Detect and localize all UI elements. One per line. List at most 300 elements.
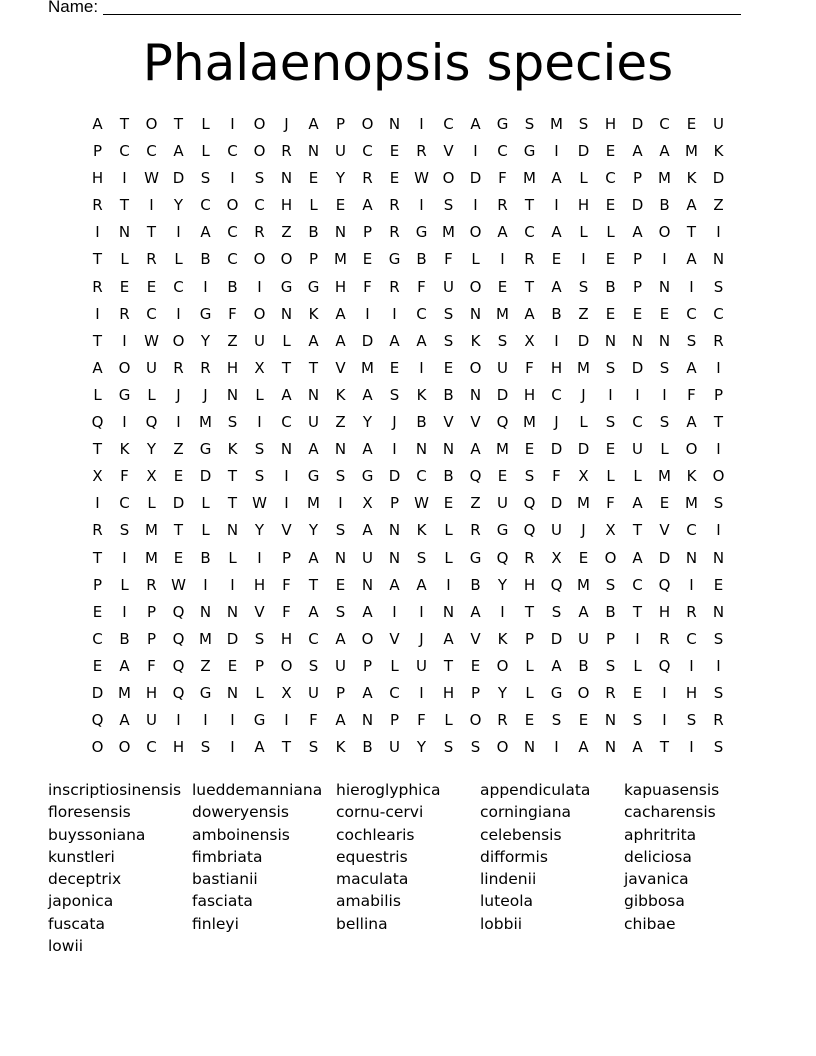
grid-letter[interactable]: S [254,169,265,188]
grid-letter[interactable]: N [604,331,617,350]
grid-letter[interactable]: D [496,385,509,404]
grid-letter[interactable]: V [443,413,454,432]
grid-letter[interactable]: I [392,602,397,621]
grid-letter[interactable]: T [524,602,535,621]
grid-letter[interactable]: I [284,494,289,513]
grid-letter[interactable]: M [145,521,158,540]
grid-letter[interactable]: E [605,196,616,215]
grid-letter[interactable]: E [632,304,643,323]
grid-letter[interactable]: A [308,602,319,621]
grid-letter[interactable]: L [525,656,534,675]
grid-letter[interactable]: R [92,277,103,296]
grid-letter[interactable]: E [551,250,562,269]
grid-letter[interactable]: S [659,413,670,432]
grid-letter[interactable]: C [389,683,400,702]
grid-letter[interactable]: X [92,467,103,486]
grid-letter[interactable]: W [144,331,159,350]
grid-letter[interactable]: O [442,169,455,188]
grid-letter[interactable]: Q [172,656,185,675]
grid-letter[interactable]: C [92,629,103,648]
grid-letter[interactable]: R [146,250,157,269]
grid-letter[interactable]: N [361,711,374,730]
grid-letter[interactable]: G [415,223,428,242]
grid-letter[interactable]: K [686,467,697,486]
grid-letter[interactable]: P [146,602,157,621]
grid-letter[interactable]: L [120,575,129,594]
grid-letter[interactable]: S [200,169,211,188]
grid-letter[interactable]: R [713,331,724,350]
grid-letter[interactable]: Y [146,440,157,459]
grid-letter[interactable]: J [581,521,586,540]
grid-letter[interactable]: N [523,738,536,757]
grid-letter[interactable]: M [442,223,455,242]
grid-letter[interactable]: G [388,250,401,269]
grid-letter[interactable]: C [659,115,670,133]
grid-letter[interactable]: A [632,142,643,161]
grid-letter[interactable]: D [577,331,590,350]
grid-letter[interactable]: R [92,521,103,540]
grid-letter[interactable]: S [713,738,724,757]
grid-letter[interactable]: C [605,169,616,188]
grid-letter[interactable]: S [713,683,724,702]
grid-letter[interactable]: B [443,467,454,486]
grid-letter[interactable]: E [443,494,454,513]
grid-letter[interactable]: I [662,385,667,404]
grid-letter[interactable]: C [632,413,643,432]
grid-letter[interactable]: N [604,711,617,730]
grid-letter[interactable]: P [92,142,103,161]
grid-letter[interactable]: B [443,385,454,404]
grid-letter[interactable]: R [389,196,400,215]
grid-letter[interactable]: I [95,223,100,242]
grid-letter[interactable]: E [605,250,616,269]
grid-letter[interactable]: I [419,358,424,377]
grid-letter[interactable]: I [554,331,559,350]
grid-letter[interactable]: A [173,142,184,161]
grid-letter[interactable]: A [308,115,319,133]
grid-letter[interactable]: L [174,250,183,269]
grid-letter[interactable]: N [334,440,347,459]
grid-letter[interactable]: I [500,602,505,621]
grid-letter[interactable]: Q [658,575,671,594]
grid-letter[interactable]: E [173,467,184,486]
grid-letter[interactable]: R [524,548,535,567]
grid-letter[interactable]: I [608,385,613,404]
grid-letter[interactable]: K [227,440,238,459]
grid-letter[interactable]: D [199,467,212,486]
grid-letter[interactable]: A [686,250,697,269]
grid-letter[interactable]: I [716,440,721,459]
grid-letter[interactable]: O [361,115,374,133]
grid-letter[interactable]: L [444,711,453,730]
grid-letter[interactable]: U [713,115,724,133]
grid-letter[interactable]: D [577,142,590,161]
grid-letter[interactable]: Q [145,413,158,432]
grid-letter[interactable]: A [119,711,130,730]
grid-letter[interactable]: V [470,629,481,648]
grid-letter[interactable]: L [633,656,642,675]
grid-letter[interactable]: N [388,548,401,567]
grid-letter[interactable]: R [119,304,130,323]
grid-letter[interactable]: R [389,277,400,296]
grid-letter[interactable]: E [497,467,508,486]
grid-letter[interactable]: R [281,142,292,161]
grid-letter[interactable]: X [551,548,562,567]
grid-letter[interactable]: O [172,331,185,350]
grid-letter[interactable]: M [658,467,671,486]
grid-letter[interactable]: T [119,115,130,133]
grid-letter[interactable]: A [92,115,103,133]
grid-letter[interactable]: B [416,413,427,432]
grid-letter[interactable]: I [230,169,235,188]
grid-letter[interactable]: T [308,358,319,377]
grid-letter[interactable]: E [389,142,400,161]
grid-letter[interactable]: G [523,142,536,161]
grid-letter[interactable]: U [254,331,265,350]
grid-letter[interactable]: C [173,277,184,296]
grid-letter[interactable]: L [444,521,453,540]
grid-letter[interactable]: R [254,223,265,242]
grid-letter[interactable]: V [389,629,400,648]
grid-letter[interactable]: E [389,169,400,188]
grid-letter[interactable]: H [523,385,536,404]
grid-letter[interactable]: V [254,602,265,621]
grid-letter[interactable]: B [200,250,211,269]
grid-letter[interactable]: E [119,277,130,296]
grid-letter[interactable]: K [335,385,346,404]
grid-letter[interactable]: F [228,304,237,323]
grid-letter[interactable]: S [713,629,724,648]
grid-letter[interactable]: L [282,331,291,350]
grid-letter[interactable]: C [551,385,562,404]
grid-letter[interactable]: S [524,115,535,133]
grid-letter[interactable]: P [389,711,400,730]
grid-letter[interactable]: I [419,602,424,621]
grid-letter[interactable]: N [361,575,374,594]
grid-letter[interactable]: E [605,304,616,323]
grid-letter[interactable]: O [469,223,482,242]
grid-letter[interactable]: L [579,413,588,432]
grid-letter[interactable]: U [632,440,643,459]
grid-letter[interactable]: I [689,656,694,675]
grid-letter[interactable]: U [335,656,346,675]
grid-letter[interactable]: O [496,738,509,757]
grid-letter[interactable]: C [227,250,238,269]
grid-letter[interactable]: I [284,711,289,730]
grid-letter[interactable]: A [335,711,346,730]
grid-letter[interactable]: N [334,223,347,242]
grid-letter[interactable]: V [659,521,670,540]
grid-letter[interactable]: T [524,196,535,215]
grid-letter[interactable]: N [604,738,617,757]
grid-letter[interactable]: P [92,575,103,594]
grid-letter[interactable]: C [416,467,427,486]
grid-letter[interactable]: V [281,521,292,540]
grid-letter[interactable]: I [230,738,235,757]
grid-letter[interactable]: E [605,142,616,161]
grid-letter[interactable]: S [335,521,346,540]
grid-letter[interactable]: N [199,602,212,621]
grid-letter[interactable]: N [118,223,131,242]
grid-letter[interactable]: I [635,629,640,648]
grid-letter[interactable]: E [92,602,103,621]
grid-letter[interactable]: A [632,494,643,513]
grid-letter[interactable]: Y [362,413,373,432]
grid-letter[interactable]: B [551,304,562,323]
grid-letter[interactable]: J [392,413,397,432]
grid-letter[interactable]: I [365,304,370,323]
grid-letter[interactable]: V [443,142,454,161]
grid-letter[interactable]: T [713,413,724,432]
grid-letter[interactable]: D [631,196,644,215]
grid-letter[interactable]: L [390,656,399,675]
grid-letter[interactable]: E [92,656,103,675]
grid-letter[interactable]: E [713,575,724,594]
grid-letter[interactable]: O [712,467,725,486]
grid-letter[interactable]: Z [173,440,184,459]
grid-letter[interactable]: J [554,413,559,432]
grid-letter[interactable]: Q [523,521,536,540]
grid-letter[interactable]: A [362,602,373,621]
grid-letter[interactable]: E [443,358,454,377]
grid-letter[interactable]: H [523,575,536,594]
grid-letter[interactable]: F [525,358,534,377]
grid-letter[interactable]: D [631,358,644,377]
grid-letter[interactable]: T [443,656,454,675]
grid-letter[interactable]: I [662,250,667,269]
grid-letter[interactable]: R [362,169,373,188]
grid-letter[interactable]: N [415,440,428,459]
grid-letter[interactable]: L [201,115,210,133]
grid-letter[interactable]: X [281,683,292,702]
grid-letter[interactable]: M [523,413,536,432]
grid-letter[interactable]: R [497,711,508,730]
grid-letter[interactable]: S [335,602,346,621]
grid-letter[interactable]: J [581,385,586,404]
grid-letter[interactable]: Y [200,331,211,350]
grid-letter[interactable]: T [632,521,643,540]
grid-letter[interactable]: V [335,358,346,377]
grid-letter[interactable]: A [443,629,454,648]
grid-letter[interactable]: D [550,494,563,513]
grid-letter[interactable]: B [308,223,319,242]
grid-letter[interactable]: R [713,711,724,730]
grid-letter[interactable]: A [200,223,211,242]
grid-letter[interactable]: A [281,385,292,404]
grid-letter[interactable]: D [631,115,644,133]
grid-letter[interactable]: Y [497,683,508,702]
grid-letter[interactable]: I [257,413,262,432]
grid-letter[interactable]: U [389,738,400,757]
grid-letter[interactable]: W [414,494,429,513]
grid-letter[interactable]: E [578,548,589,567]
grid-letter[interactable]: Q [496,548,509,567]
grid-letter[interactable]: Y [308,521,319,540]
grid-letter[interactable]: O [226,196,239,215]
grid-letter[interactable]: I [554,196,559,215]
grid-letter[interactable]: G [199,304,212,323]
grid-letter[interactable]: S [254,440,265,459]
grid-letter[interactable]: Z [281,223,292,242]
grid-letter[interactable]: N [712,250,725,269]
grid-letter[interactable]: C [146,304,157,323]
grid-letter[interactable]: M [550,115,563,133]
grid-letter[interactable]: L [201,494,210,513]
grid-letter[interactable]: I [176,413,181,432]
grid-letter[interactable]: M [334,250,347,269]
grid-letter[interactable]: L [606,223,615,242]
grid-letter[interactable]: E [659,494,670,513]
grid-letter[interactable]: N [280,169,293,188]
grid-letter[interactable]: H [172,738,185,757]
grid-letter[interactable]: D [712,169,725,188]
grid-letter[interactable]: I [554,142,559,161]
grid-letter[interactable]: O [469,358,482,377]
grid-letter[interactable]: S [632,711,643,730]
grid-letter[interactable]: F [552,467,561,486]
grid-letter[interactable]: O [253,250,266,269]
grid-letter[interactable]: N [658,277,671,296]
grid-letter[interactable]: S [443,738,454,757]
grid-letter[interactable]: D [172,494,185,513]
grid-letter[interactable]: A [470,602,481,621]
grid-letter[interactable]: A [308,331,319,350]
grid-letter[interactable]: L [201,521,210,540]
grid-letter[interactable]: M [577,358,590,377]
grid-letter[interactable]: I [230,711,235,730]
grid-letter[interactable]: E [308,169,319,188]
grid-letter[interactable]: W [252,494,267,513]
grid-letter[interactable]: N [658,331,671,350]
grid-letter[interactable]: R [173,358,184,377]
grid-letter[interactable]: P [632,169,643,188]
grid-letter[interactable]: E [146,277,157,296]
grid-letter[interactable]: F [147,656,156,675]
grid-letter[interactable]: U [443,277,454,296]
grid-letter[interactable]: S [659,358,670,377]
grid-letter[interactable]: I [419,196,424,215]
grid-letter[interactable]: U [551,521,562,540]
grid-letter[interactable]: P [389,494,400,513]
grid-letter[interactable]: I [203,277,208,296]
grid-letter[interactable]: I [122,413,127,432]
grid-letter[interactable]: S [443,304,454,323]
grid-letter[interactable]: F [417,711,426,730]
grid-letter[interactable]: L [579,169,588,188]
grid-letter[interactable]: A [470,440,481,459]
grid-letter[interactable]: S [551,602,562,621]
grid-letter[interactable]: C [119,142,130,161]
grid-letter[interactable]: D [226,629,239,648]
grid-letter[interactable]: N [712,548,725,567]
grid-letter[interactable]: M [361,358,374,377]
grid-letter[interactable]: S [524,467,535,486]
grid-letter[interactable]: E [497,277,508,296]
grid-letter[interactable]: G [199,683,212,702]
grid-letter[interactable]: I [230,575,235,594]
grid-letter[interactable]: R [389,223,400,242]
grid-letter[interactable]: Q [91,711,104,730]
grid-letter[interactable]: P [632,250,643,269]
grid-letter[interactable]: P [605,629,616,648]
grid-letter[interactable]: I [176,223,181,242]
grid-letter[interactable]: K [119,440,130,459]
grid-letter[interactable]: A [551,223,562,242]
grid-letter[interactable]: M [685,494,698,513]
grid-letter[interactable]: E [605,440,616,459]
grid-letter[interactable]: L [606,467,615,486]
grid-letter[interactable]: N [631,331,644,350]
grid-letter[interactable]: L [579,223,588,242]
grid-letter[interactable]: E [227,656,238,675]
grid-letter[interactable]: I [635,385,640,404]
grid-letter[interactable]: X [605,521,616,540]
grid-letter[interactable]: I [122,548,127,567]
grid-letter[interactable]: J [284,115,289,133]
grid-letter[interactable]: D [658,548,671,567]
grid-letter[interactable]: R [686,602,697,621]
grid-letter[interactable]: L [255,683,264,702]
grid-letter[interactable]: C [308,629,319,648]
grid-letter[interactable]: D [550,440,563,459]
grid-letter[interactable]: J [176,385,181,404]
grid-letter[interactable]: H [442,683,455,702]
grid-letter[interactable]: U [497,494,508,513]
grid-letter[interactable]: H [334,277,347,296]
grid-letter[interactable]: I [257,277,262,296]
grid-letter[interactable]: S [308,738,319,757]
grid-letter[interactable]: T [119,196,130,215]
grid-letter[interactable]: T [659,738,670,757]
grid-letter[interactable]: A [686,413,697,432]
grid-letter[interactable]: B [200,548,211,567]
grid-letter[interactable]: S [551,711,562,730]
grid-letter[interactable]: P [335,115,346,133]
grid-letter[interactable]: H [577,196,590,215]
grid-letter[interactable]: H [280,196,293,215]
grid-letter[interactable]: G [469,548,482,567]
grid-letter[interactable]: L [201,142,210,161]
grid-letter[interactable]: X [362,494,373,513]
grid-letter[interactable]: A [686,196,697,215]
grid-letter[interactable]: X [254,358,265,377]
grid-letter[interactable]: G [496,521,509,540]
grid-letter[interactable]: Q [172,683,185,702]
grid-letter[interactable]: A [551,656,562,675]
grid-letter[interactable]: F [498,169,507,188]
grid-letter[interactable]: K [470,331,481,350]
grid-letter[interactable]: I [122,169,127,188]
grid-letter[interactable]: S [389,385,400,404]
grid-letter[interactable]: F [417,277,426,296]
grid-letter[interactable]: P [254,656,265,675]
grid-letter[interactable]: R [497,196,508,215]
grid-letter[interactable]: O [118,738,131,757]
grid-letter[interactable]: M [199,629,212,648]
grid-letter[interactable]: E [470,656,481,675]
grid-letter[interactable]: C [686,629,697,648]
grid-letter[interactable]: R [470,521,481,540]
grid-letter[interactable]: I [149,196,154,215]
grid-letter[interactable]: N [442,602,455,621]
grid-letter[interactable]: B [470,575,481,594]
grid-letter[interactable]: Q [469,467,482,486]
grid-letter[interactable]: I [95,304,100,323]
grid-letter[interactable]: U [416,656,427,675]
grid-letter[interactable]: G [307,277,320,296]
grid-letter[interactable]: M [658,169,671,188]
grid-letter[interactable]: A [416,331,427,350]
